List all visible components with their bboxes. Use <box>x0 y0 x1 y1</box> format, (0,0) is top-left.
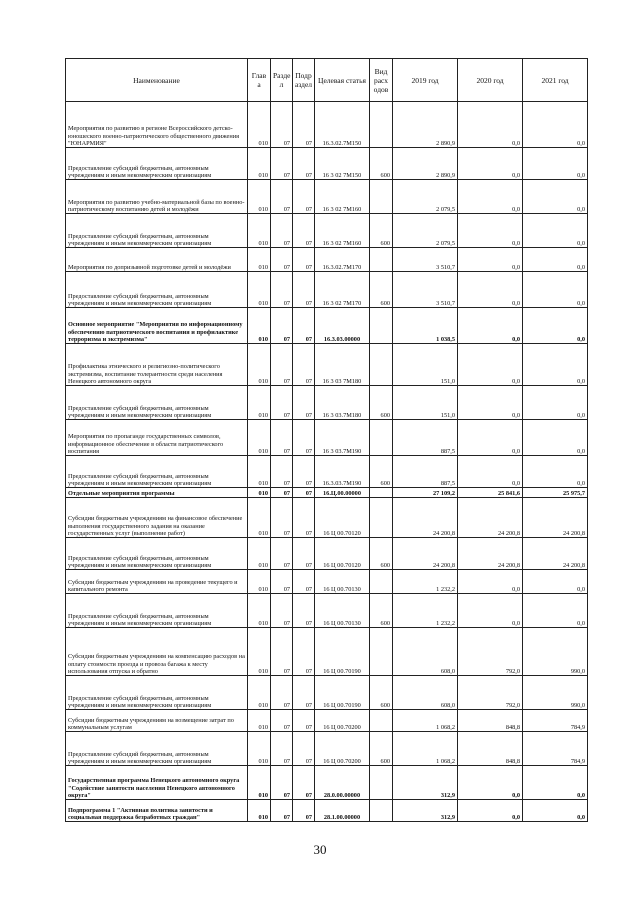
page-number: 30 <box>313 842 327 857</box>
row-article: 16 Ц 00.70130 <box>315 570 370 594</box>
row-name: Предоставление субсидий бюджетным, автономным учреждениям и иным некоммерческим организациям <box>66 676 248 710</box>
row-value-2019: 1 232,2 <box>393 570 458 594</box>
row-value-2020: 792,0 <box>458 676 523 710</box>
row-expense-type <box>370 710 393 732</box>
row-value-2019: 2 079,5 <box>393 180 458 214</box>
header-podrazdel: Подр аздел <box>293 59 315 102</box>
row-article: 16 Ц 00.70120 <box>315 498 370 538</box>
table-row <box>66 766 588 800</box>
row-name: Субсидии бюджетным учреждениям на финансовое обеспечение выполнения государственного задания на оказание государственных услуг (выполнение работ) <box>66 498 248 538</box>
row-value-2021: 25 975,7 <box>523 488 588 498</box>
row-value-2021: 0,0 <box>523 456 588 488</box>
row-name: Предоставление субсидий бюджетным, автономным учреждениям и иным некоммерческим организациям <box>66 272 248 308</box>
row-expense-type: 600 <box>370 148 393 180</box>
row-expense-type: 600 <box>370 732 393 766</box>
row-podrazdel: 07 <box>293 628 315 676</box>
row-razdel: 07 <box>271 628 293 676</box>
row-podrazdel: 07 <box>293 214 315 248</box>
row-value-2019: 312,9 <box>393 800 458 822</box>
row-podrazdel: 07 <box>293 102 315 148</box>
row-article: 16 3 02 7М160 <box>315 214 370 248</box>
row-name: Предоставление субсидий бюджетным, автономным учреждениям и иным некоммерческим организациям <box>66 456 248 488</box>
row-podrazdel: 07 <box>293 386 315 420</box>
row-expense-type <box>370 628 393 676</box>
row-name: Мероприятия по развитию учебно-материальной базы по военно-патриотическому воспитанию детей и молодёжи <box>66 180 248 214</box>
row-podrazdel: 07 <box>293 800 315 822</box>
row-razdel: 07 <box>271 538 293 570</box>
row-value-2020: 0,0 <box>458 456 523 488</box>
row-expense-type: 600 <box>370 272 393 308</box>
row-value-2019: 2 079,5 <box>393 214 458 248</box>
row-value-2021: 784,9 <box>523 710 588 732</box>
row-article: 16 Ц 00.70200 <box>315 732 370 766</box>
row-razdel: 07 <box>271 676 293 710</box>
table-row <box>66 180 588 214</box>
row-glava: 010 <box>248 766 271 800</box>
row-value-2019: 27 109,2 <box>393 488 458 498</box>
table-row <box>66 308 588 344</box>
row-razdel: 07 <box>271 420 293 456</box>
row-razdel: 07 <box>271 248 293 272</box>
row-article: 16 Ц 00.70190 <box>315 628 370 676</box>
table-row <box>66 214 588 248</box>
row-podrazdel: 07 <box>293 570 315 594</box>
row-glava: 010 <box>248 214 271 248</box>
row-value-2019: 2 890,9 <box>393 102 458 148</box>
row-glava: 010 <box>248 180 271 214</box>
row-article: 16 3 03 7М180 <box>315 344 370 386</box>
row-value-2021: 24 200,8 <box>523 498 588 538</box>
table-row <box>66 594 588 628</box>
row-name: Субсидии бюджетным учреждениям на проведение текущего и капитального ремонта <box>66 570 248 594</box>
row-expense-type: 600 <box>370 456 393 488</box>
table-row <box>66 420 588 456</box>
row-name: Профилактика этнического и религиозно-политического экстремизма, воспитание толерантности среди населения Ненецкого автономного округа <box>66 344 248 386</box>
row-glava: 010 <box>248 272 271 308</box>
row-value-2021: 0,0 <box>523 148 588 180</box>
row-razdel: 07 <box>271 732 293 766</box>
table-row <box>66 272 588 308</box>
table-row <box>66 732 588 766</box>
row-expense-type <box>370 180 393 214</box>
header-2021: 2021 год <box>523 59 588 102</box>
row-value-2020: 0,0 <box>458 800 523 822</box>
row-glava: 010 <box>248 456 271 488</box>
row-podrazdel: 07 <box>293 456 315 488</box>
row-name: Основное мероприятие "Мероприятия по информационному обеспечению патриотического воспитания и профилактике терроризма и экстремизма" <box>66 308 248 344</box>
row-value-2020: 792,0 <box>458 628 523 676</box>
table-row <box>66 676 588 710</box>
row-article: 16 Ц 00.70120 <box>315 538 370 570</box>
row-podrazdel: 07 <box>293 498 315 538</box>
budget-table <box>65 58 588 822</box>
row-glava: 010 <box>248 594 271 628</box>
header-2019: 2019 год <box>393 59 458 102</box>
row-value-2020: 0,0 <box>458 386 523 420</box>
row-value-2019: 24 200,8 <box>393 538 458 570</box>
row-name: Предоставление субсидий бюджетным, автономным учреждениям и иным некоммерческим организациям <box>66 386 248 420</box>
row-glava: 010 <box>248 676 271 710</box>
row-glava: 010 <box>248 732 271 766</box>
row-value-2019: 151,0 <box>393 386 458 420</box>
row-podrazdel: 07 <box>293 488 315 498</box>
row-value-2020: 0,0 <box>458 308 523 344</box>
header-name: Наименование <box>66 59 248 102</box>
row-razdel: 07 <box>271 386 293 420</box>
row-podrazdel: 07 <box>293 732 315 766</box>
row-podrazdel: 07 <box>293 344 315 386</box>
header-expense-type: Вид расх одов <box>370 59 393 102</box>
table-row <box>66 800 588 822</box>
row-value-2020: 0,0 <box>458 766 523 800</box>
row-glava: 010 <box>248 386 271 420</box>
row-expense-type: 600 <box>370 676 393 710</box>
row-podrazdel: 07 <box>293 766 315 800</box>
table-row <box>66 628 588 676</box>
row-podrazdel: 07 <box>293 148 315 180</box>
row-expense-type: 600 <box>370 538 393 570</box>
row-value-2021: 0,0 <box>523 102 588 148</box>
row-podrazdel: 07 <box>293 248 315 272</box>
row-value-2019: 3 510,7 <box>393 272 458 308</box>
row-razdel: 07 <box>271 148 293 180</box>
row-razdel: 07 <box>271 102 293 148</box>
row-expense-type: 600 <box>370 594 393 628</box>
row-value-2019: 887,5 <box>393 420 458 456</box>
row-expense-type: 600 <box>370 214 393 248</box>
row-expense-type <box>370 102 393 148</box>
row-value-2019: 608,0 <box>393 676 458 710</box>
row-value-2019: 887,5 <box>393 456 458 488</box>
row-glava: 010 <box>248 628 271 676</box>
row-podrazdel: 07 <box>293 594 315 628</box>
row-podrazdel: 07 <box>293 538 315 570</box>
table-row <box>66 344 588 386</box>
row-value-2019: 2 890,9 <box>393 148 458 180</box>
row-article: 16 3 03.7М190 <box>315 420 370 456</box>
row-article: 16.3.03.7М190 <box>315 456 370 488</box>
row-value-2019: 24 200,8 <box>393 498 458 538</box>
row-value-2019: 1 068,2 <box>393 710 458 732</box>
row-value-2021: 990,0 <box>523 676 588 710</box>
row-expense-type <box>370 800 393 822</box>
row-razdel: 07 <box>271 308 293 344</box>
row-razdel: 07 <box>271 498 293 538</box>
row-name: Предоставление субсидий бюджетным, автономным учреждениям и иным некоммерческим организациям <box>66 732 248 766</box>
table-row <box>66 710 588 732</box>
row-name: Мероприятия по допризывной подготовке детей и молодёжи <box>66 248 248 272</box>
row-value-2020: 0,0 <box>458 272 523 308</box>
row-article: 16 Ц 00.70200 <box>315 710 370 732</box>
row-razdel: 07 <box>271 570 293 594</box>
row-expense-type <box>370 344 393 386</box>
row-podrazdel: 07 <box>293 710 315 732</box>
row-article: 16 3 02 7М160 <box>315 180 370 214</box>
row-name: Государственная программа Ненецкого автономного округа "Содействие занятости населения Ненецкого автономного округа" <box>66 766 248 800</box>
row-value-2020: 0,0 <box>458 180 523 214</box>
table-row <box>66 102 588 148</box>
row-name: Предоставление субсидий бюджетным, автономным учреждениям и иным некоммерческим организациям <box>66 214 248 248</box>
row-razdel: 07 <box>271 214 293 248</box>
row-glava: 010 <box>248 570 271 594</box>
row-article: 16.3.03.00000 <box>315 308 370 344</box>
row-value-2019: 151,0 <box>393 344 458 386</box>
row-article: 16 Ц 00.70190 <box>315 676 370 710</box>
row-expense-type <box>370 570 393 594</box>
row-value-2021: 0,0 <box>523 180 588 214</box>
header-glava: Глав а <box>248 59 271 102</box>
row-value-2021: 0,0 <box>523 386 588 420</box>
row-value-2020: 0,0 <box>458 214 523 248</box>
row-value-2020: 0,0 <box>458 570 523 594</box>
table-row <box>66 570 588 594</box>
row-expense-type <box>370 488 393 498</box>
row-value-2021: 0,0 <box>523 594 588 628</box>
row-expense-type <box>370 766 393 800</box>
row-value-2020: 24 200,8 <box>458 498 523 538</box>
row-name: Предоставление субсидий бюджетным, автономным учреждениям и иным некоммерческим организациям <box>66 538 248 570</box>
header-article: Целевая статья <box>315 59 370 102</box>
row-value-2021: 24 200,8 <box>523 538 588 570</box>
row-glava: 010 <box>248 102 271 148</box>
table-row <box>66 488 588 498</box>
row-value-2021: 0,0 <box>523 570 588 594</box>
table-row <box>66 538 588 570</box>
row-podrazdel: 07 <box>293 272 315 308</box>
row-value-2021: 0,0 <box>523 248 588 272</box>
row-glava: 010 <box>248 488 271 498</box>
row-article: 16 3 03.7М180 <box>315 386 370 420</box>
row-glava: 010 <box>248 538 271 570</box>
row-value-2021: 0,0 <box>523 800 588 822</box>
row-glava: 010 <box>248 800 271 822</box>
row-value-2020: 0,0 <box>458 344 523 386</box>
row-razdel: 07 <box>271 766 293 800</box>
row-name: Предоставление субсидий бюджетным, автономным учреждениям и иным некоммерческим организациям <box>66 148 248 180</box>
row-value-2021: 990,0 <box>523 628 588 676</box>
row-article: 28.1.00.00000 <box>315 800 370 822</box>
row-value-2021: 0,0 <box>523 420 588 456</box>
row-value-2020: 0,0 <box>458 594 523 628</box>
row-value-2020: 24 200,8 <box>458 538 523 570</box>
row-article: 16.3.02.7М150 <box>315 102 370 148</box>
row-glava: 010 <box>248 420 271 456</box>
row-razdel: 07 <box>271 710 293 732</box>
table-header <box>66 59 588 102</box>
row-name: Субсидии бюджетным учреждениям на возмещение затрат по коммунальным услугам <box>66 710 248 732</box>
row-value-2020: 0,0 <box>458 148 523 180</box>
row-expense-type: 600 <box>370 386 393 420</box>
row-razdel: 07 <box>271 272 293 308</box>
row-name: Предоставление субсидий бюджетным, автономным учреждениям и иным некоммерческим организациям <box>66 594 248 628</box>
row-name: Подпрограмма 1 "Активная политика занятости и социальная поддержка безработных граждан" <box>66 800 248 822</box>
row-razdel: 07 <box>271 488 293 498</box>
row-value-2019: 1 232,2 <box>393 594 458 628</box>
table-row <box>66 498 588 538</box>
row-article: 16.Ц.00.00000 <box>315 488 370 498</box>
row-value-2020: 25 841,6 <box>458 488 523 498</box>
table-row <box>66 248 588 272</box>
row-value-2019: 608,0 <box>393 628 458 676</box>
row-value-2019: 1 068,2 <box>393 732 458 766</box>
header-razdel: Разде л <box>271 59 293 102</box>
row-value-2021: 0,0 <box>523 344 588 386</box>
row-podrazdel: 07 <box>293 676 315 710</box>
row-value-2021: 0,0 <box>523 308 588 344</box>
row-value-2020: 0,0 <box>458 420 523 456</box>
header-2020: 2020 год <box>458 59 523 102</box>
row-value-2020: 848,8 <box>458 732 523 766</box>
row-razdel: 07 <box>271 456 293 488</box>
row-glava: 010 <box>248 308 271 344</box>
table-row <box>66 456 588 488</box>
row-razdel: 07 <box>271 180 293 214</box>
table-body <box>66 102 588 822</box>
row-podrazdel: 07 <box>293 308 315 344</box>
row-expense-type <box>370 308 393 344</box>
row-value-2019: 3 510,7 <box>393 248 458 272</box>
row-glava: 010 <box>248 248 271 272</box>
row-article: 16 3 02 7М170 <box>315 272 370 308</box>
row-expense-type <box>370 248 393 272</box>
row-podrazdel: 07 <box>293 180 315 214</box>
row-value-2020: 0,0 <box>458 248 523 272</box>
row-value-2021: 0,0 <box>523 766 588 800</box>
row-name: Мероприятия по пропаганде государственных символов, информационное обеспечение в области патриотического воспитания <box>66 420 248 456</box>
row-razdel: 07 <box>271 800 293 822</box>
row-value-2021: 0,0 <box>523 214 588 248</box>
row-razdel: 07 <box>271 344 293 386</box>
row-value-2019: 312,9 <box>393 766 458 800</box>
row-razdel: 07 <box>271 594 293 628</box>
row-expense-type <box>370 498 393 538</box>
row-value-2020: 0,0 <box>458 102 523 148</box>
row-value-2020: 848,8 <box>458 710 523 732</box>
row-expense-type <box>370 420 393 456</box>
row-glava: 010 <box>248 498 271 538</box>
row-glava: 010 <box>248 148 271 180</box>
row-article: 16.3.02.7М170 <box>315 248 370 272</box>
table-row <box>66 386 588 420</box>
row-article: 28.0.00.00000 <box>315 766 370 800</box>
row-glava: 010 <box>248 710 271 732</box>
row-podrazdel: 07 <box>293 420 315 456</box>
row-glava: 010 <box>248 344 271 386</box>
row-value-2019: 1 038,5 <box>393 308 458 344</box>
row-name: Мероприятия по развитию в регионе Всероссийского детско-юношеского военно-патриотического общественного движения "ЮНАРМИЯ" <box>66 102 248 148</box>
row-value-2021: 0,0 <box>523 272 588 308</box>
row-value-2021: 784,9 <box>523 732 588 766</box>
row-article: 16 3 02 7М150 <box>315 148 370 180</box>
row-article: 16 Ц 00.70130 <box>315 594 370 628</box>
row-name: Субсидии бюджетным учреждениям на компенсацию расходов на оплату стоимости проезда и провоза багажа к месту использования отпуска и обратно <box>66 628 248 676</box>
table-row <box>66 148 588 180</box>
row-name: Отдельные мероприятия программы <box>66 488 248 498</box>
